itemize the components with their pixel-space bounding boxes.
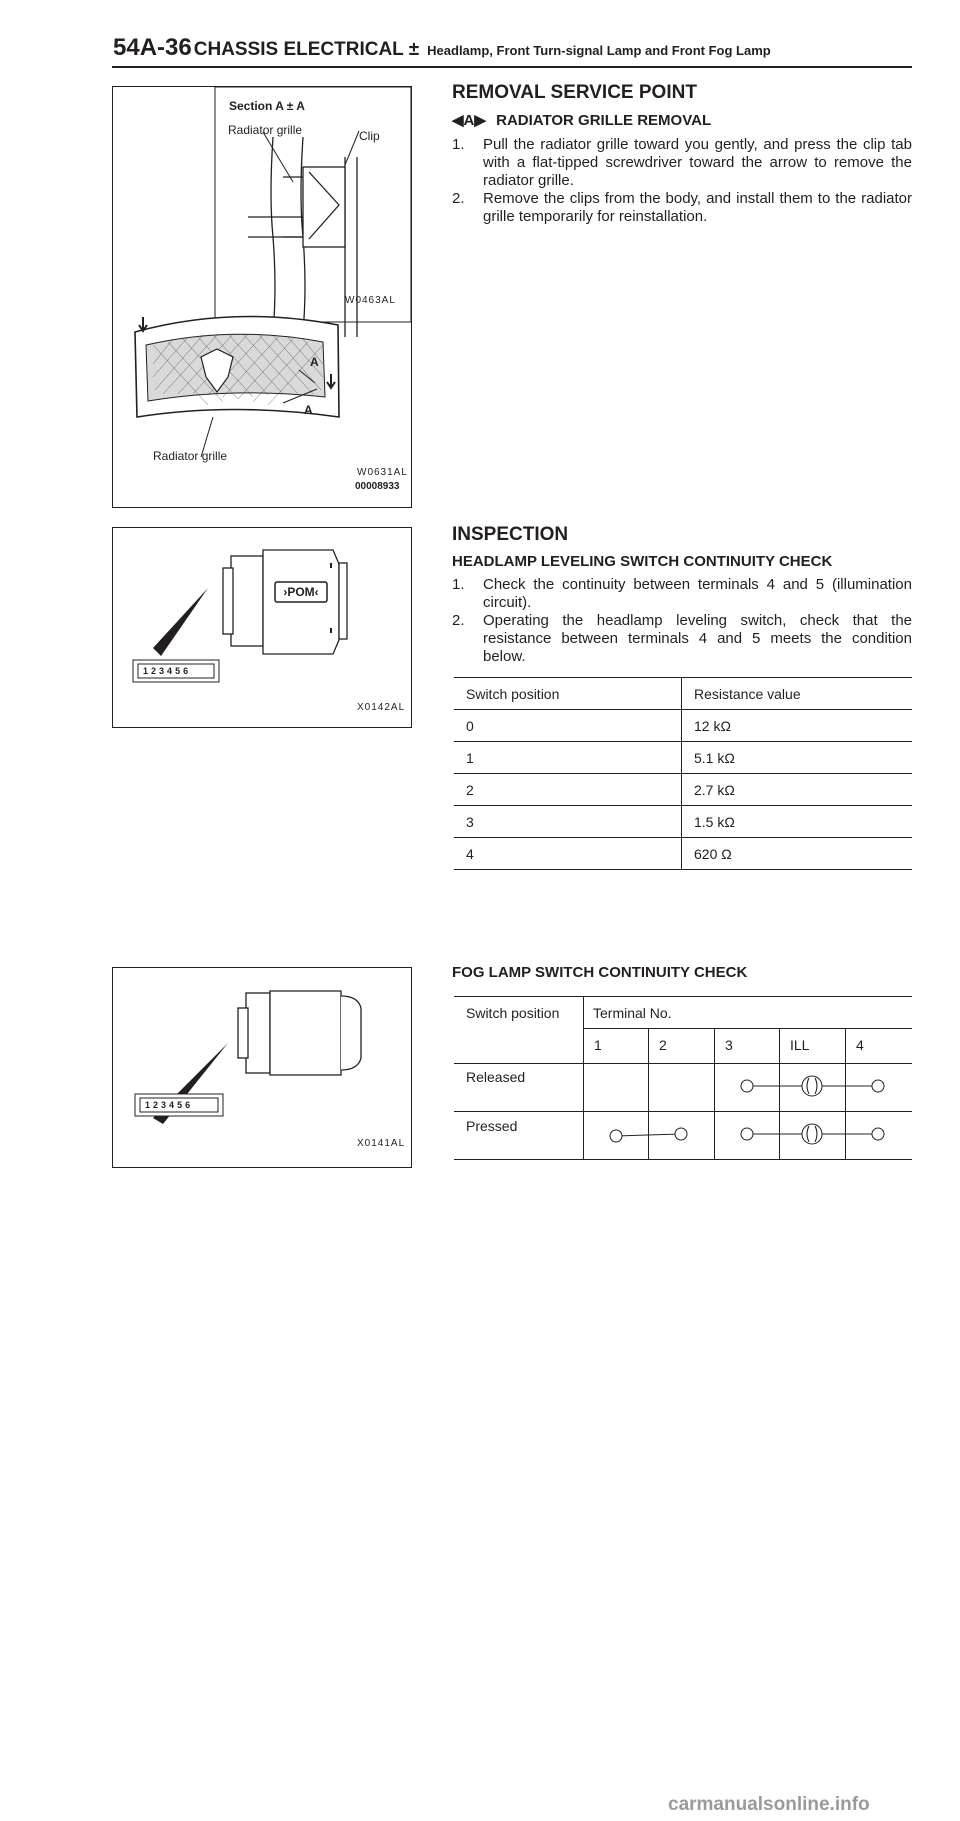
terminal-ill: ILL [790,1037,810,1053]
removal-title: REMOVAL SERVICE POINT [452,82,697,103]
resistance-table [454,677,912,870]
table-header: Resistance value [682,678,913,710]
section-title: CHASSIS ELECTRICAL ± [193,39,420,60]
terminal-1: 1 [594,1037,602,1053]
table-cell: 1.5 kΩ [682,806,913,838]
subsection-title: Headlamp, Front Turn-signal Lamp and Front Fog Lamp [427,43,771,58]
figure-fog-switch [112,967,412,1168]
table-cell: 0 [454,710,682,742]
table-cell: 12 kΩ [682,710,913,742]
label-a-lower: A [304,403,313,417]
label-a-upper: A [310,355,319,369]
connector-pins [145,1100,193,1110]
table-header-row [454,678,912,710]
pin-1: 1 [143,666,152,676]
label-radiator-grille-bottom: Radiator grille [153,449,228,463]
step-text: Remove the clips from the body, and install them to the radiator grille temporarily for reinstallation. [483,190,912,225]
table-row [454,710,912,742]
label-clip: Clip [359,129,380,143]
table-row [454,838,912,870]
pin-2: 2 [151,666,160,676]
row-pressed: Pressed [466,1118,518,1134]
table-cell: 3 [454,806,682,838]
pin-6: 6 [183,666,192,676]
fog-title: FOG LAMP SWITCH CONTINUITY CHECK [452,964,748,981]
inspection-subtitle: HEADLAMP LEVELING SWITCH CONTINUITY CHECK [452,553,833,570]
pin-3: 3 [161,1100,170,1110]
fog-col-terminal: Terminal No. [593,1005,672,1021]
inspection-steps [452,576,912,666]
step-number: 1. [452,136,465,153]
pin-3: 3 [159,666,168,676]
inspection-title: INSPECTION [452,524,569,545]
pin-5: 5 [175,666,184,676]
page-header [113,34,771,62]
pin-5: 5 [177,1100,186,1110]
leveling-switch-illustration [113,528,411,727]
switch-label: ›POM‹ [283,585,319,599]
step-text: Check the continuity between terminals 4 and 5 (illumination circuit). [483,576,912,611]
page-code: 54A-36 [113,34,192,61]
list-item [452,612,912,666]
table-cell: 2 [454,774,682,806]
switch-label-text: POM [287,585,315,599]
header-rule [112,66,912,68]
left-triangle-icon: ◀ [452,112,464,129]
pin-6: 6 [185,1100,194,1110]
step-number: 2. [452,612,465,629]
step-text: Pull the radiator grille toward you gently, and press the clip tab with a flat-tipped screwdriver toward the arrow to remove the radiator grille. [483,136,912,189]
table-cell: 2.7 kΩ [682,774,913,806]
code-inset: W0463AL [345,295,396,306]
list-item [452,190,912,226]
code-main: W0631AL [357,467,408,478]
fog-continuity-table [454,996,912,1160]
terminal-2: 2 [659,1037,667,1053]
section-label: Section A ± A [229,99,305,113]
list-item [452,136,912,190]
fog-col-switch: Switch position [466,1005,560,1021]
figure-leveling-switch [112,527,412,728]
table-header: Switch position [454,678,682,710]
list-item [452,576,912,612]
step-text: Operating the headlamp leveling switch, check that the resistance between terminals 4 and 5 meets the condition below. [483,612,912,665]
terminal-4: 4 [856,1037,864,1053]
step-number: 1. [452,576,465,593]
label-radiator-grille-top: Radiator grille [228,123,303,137]
step-number: 2. [452,190,465,207]
table-cell: 620 Ω [682,838,913,870]
removal-steps [452,136,912,226]
watermark: carmanualsonline.info [668,1794,870,1815]
table-cell: 1 [454,742,682,774]
pin-4: 4 [167,666,176,676]
table-row [454,774,912,806]
pin-1: 1 [145,1100,154,1110]
connector-pins [143,666,191,676]
removal-marker: A [463,112,475,129]
figure2-code: X0142AL [357,702,406,713]
pin-4: 4 [169,1100,178,1110]
terminal-3: 3 [725,1037,733,1053]
right-triangle-icon: ▶ [474,112,486,129]
pin-2: 2 [153,1100,162,1110]
row-released: Released [466,1069,526,1085]
figure-radiator-grille [112,86,412,508]
table-cell: 5.1 kΩ [682,742,913,774]
continuity-marks [454,997,912,1159]
removal-subtitle [452,111,711,129]
removal-subtitle-text: RADIATOR GRILLE REMOVAL [496,112,712,129]
figure3-code: X0141AL [357,1138,406,1149]
table-row [454,742,912,774]
code-number: 00008933 [355,481,400,492]
table-row [454,806,912,838]
table-cell: 4 [454,838,682,870]
